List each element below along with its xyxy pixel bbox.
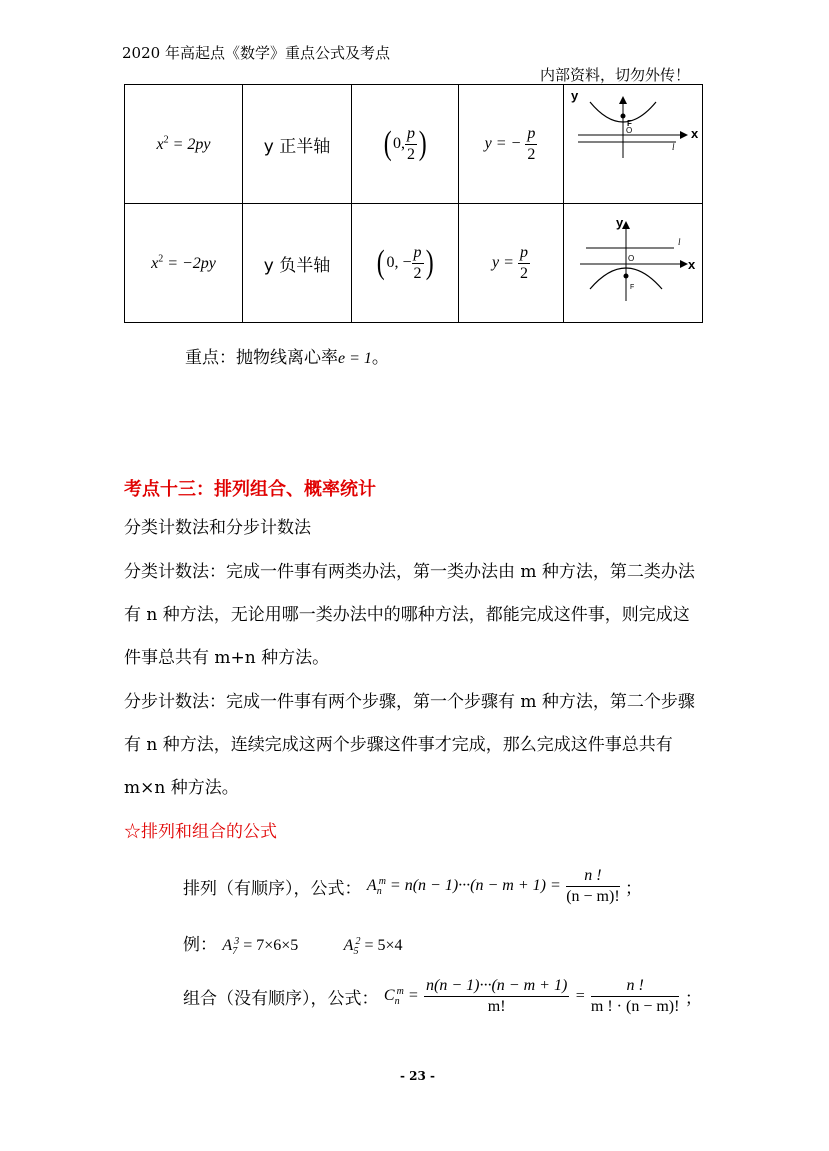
permutation-example: 例： $A_7^3 = 7\times 6\times 5$ $A_5^2 = 5\times 4$: [183, 935, 403, 958]
formula-heading: ☆排列和组合的公式: [124, 822, 277, 842]
directrix-label: l: [678, 237, 681, 247]
focus-point: [621, 114, 626, 119]
table-row: [125, 85, 703, 204]
combination-formula: 组合（没有顺序），公式： $C_n^m$ = $\frac{n(n - 1)\cdot\cdot\cdot(n - m + 1)}{m!}$ = $\frac{n !}{m ! \cdot (n - m)!}$ ；: [183, 977, 702, 1015]
axis-cell: y 正半轴: [243, 85, 352, 204]
section-title: 考点十三：排列组合、概率统计: [124, 479, 376, 500]
origin-label: O: [628, 254, 635, 263]
equation-cell: $x^2 = 2py$: [125, 85, 243, 204]
y-label: y: [571, 92, 579, 103]
directrix-cell: y = $\frac{p}{2}$: [459, 204, 564, 323]
y-axis-arrow: [619, 96, 627, 104]
eccentricity-note: 重点：抛物线离心率e = 1。: [185, 348, 389, 368]
table-row: [125, 204, 703, 323]
x-axis-arrow: [680, 260, 688, 268]
header-title: 2020 年高起点《数学》重点公式及考点: [122, 44, 390, 62]
section-subtitle: 分类计数法和分步计数法: [124, 518, 311, 538]
classification-counting-paragraph: 分类计数法：完成一件事有两类办法，第一类办法由 m 种方法，第二类办法有 n 种方法，无论用哪一类办法中的哪种方法，都能完成这件事，则完成这件事总共有 m+n 种方法。: [124, 562, 695, 668]
x-label: x: [691, 126, 698, 141]
step-counting-paragraph: 分步计数法：完成一件事有两个步骤，第一个步骤有 m 种方法，第二个步骤有 n 种方法，连续完成这两个步骤这件事才完成，那么完成这件事总共有 m×n 种方法。: [124, 692, 695, 798]
focus-label: F: [630, 284, 635, 291]
equation-cell: $x^2 = -2py$: [125, 204, 243, 323]
focus-label: F: [627, 119, 632, 128]
graph-cell: [564, 85, 703, 204]
downward-parabola-graph: [568, 211, 698, 311]
x-axis-arrow: [680, 131, 688, 139]
header-note: 内部资料，切勿外传！: [540, 66, 691, 84]
y-label: y: [616, 215, 624, 230]
axis-cell: y 负半轴: [243, 204, 352, 323]
focus-cell: ( 0, − $\frac{p}{2}$ ): [352, 204, 459, 323]
origin-label: O: [626, 126, 633, 135]
directrix-label: l: [672, 142, 675, 152]
x-label: x: [688, 257, 696, 272]
focus-cell: ( 0, $\frac{p}{2}$ ): [352, 85, 459, 204]
graph-cell: [564, 204, 703, 323]
parabola-table: [124, 84, 703, 323]
permutation-formula: 排列（有顺序），公式： $A_n^m = n(n - 1)\cdot\cdot\cdot(n - m + 1)$ = $\frac{n !}{(n - m)!}$ ；: [183, 867, 643, 905]
focus-point: [624, 274, 629, 279]
upward-parabola-graph: [568, 92, 698, 192]
directrix-cell: y = − $\frac{p}{2}$: [459, 85, 564, 204]
page-number: - 23 -: [400, 1069, 436, 1083]
